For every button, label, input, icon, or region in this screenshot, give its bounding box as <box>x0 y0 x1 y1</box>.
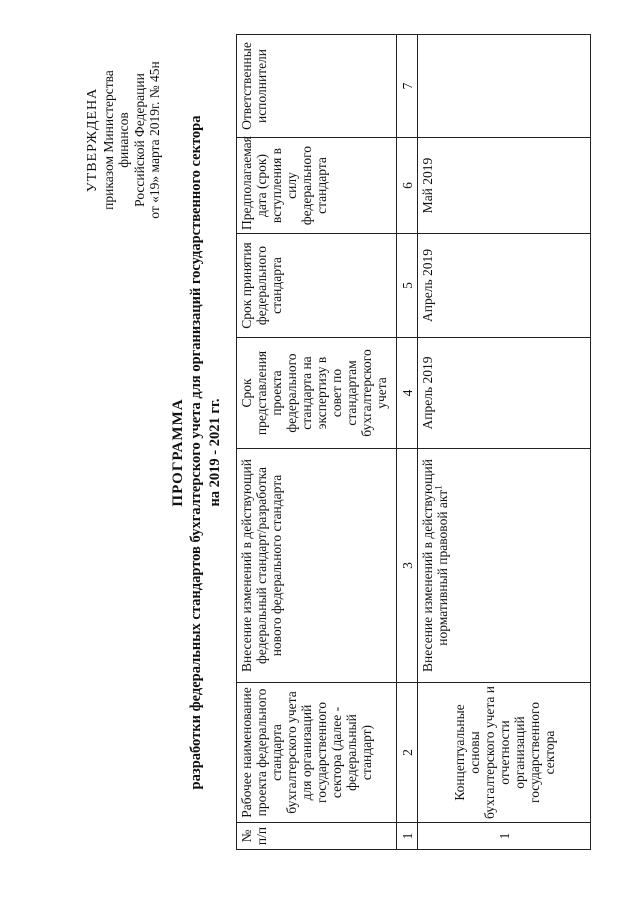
column-number: 3 <box>397 449 418 683</box>
program-table <box>236 34 591 850</box>
footnote-marker: 1 <box>433 485 444 490</box>
document-subtitle: разработки федеральных стандартов бухгалтерского учета для организаций государственного сектора <box>188 115 204 790</box>
header-cell: Срок представления проекта федерального стандарта на экспертизу в совет по стандартам бухгалтерского учета <box>237 338 397 449</box>
approval-stamp <box>85 25 163 255</box>
document-period: на 2019 - 2021 гг. <box>207 398 223 507</box>
header-cell: Срок принятия федерального стандарта <box>237 234 397 338</box>
approval-heading: УТВЕРЖДЕНА <box>85 87 100 193</box>
column-number: 4 <box>397 338 418 449</box>
row-number: 1 <box>418 823 591 850</box>
header-cell: Предполагаемая дата (срок) вступления в силу федерального стандарта <box>237 138 397 234</box>
change-type: Внесение изменений в действующий нормативный правовой акт$^1$ <box>418 449 591 683</box>
header-cell: Внесение изменений в действующий федеральный стандарт/разработка нового федерального стандарта <box>237 449 397 683</box>
approval-line: приказом Министерства <box>100 70 116 210</box>
header-cell: Ответственные исполнители <box>237 35 397 138</box>
expertise-date: Апрель 2019 <box>418 338 591 449</box>
table-row <box>418 35 591 850</box>
responsible <box>418 35 591 138</box>
effective-date: Май 2019 <box>418 138 591 234</box>
header-cell: Рабочее наименование проекта федерального стандарта бухгалтерского учета для организаций государственного сектора (далее - федеральный стандарт) <box>237 683 397 823</box>
approval-line: от «19» марта 2019г. № 45н <box>147 61 162 219</box>
header-cell: № п/п <box>237 823 397 850</box>
column-number: 5 <box>397 234 418 338</box>
adoption-date: Апрель 2019 <box>418 234 591 338</box>
column-number-row <box>397 35 418 850</box>
column-number: 2 <box>397 683 418 823</box>
approval-line: финансов <box>116 112 131 168</box>
column-number: 1 <box>397 823 418 850</box>
column-number: 7 <box>397 35 418 138</box>
column-number: 6 <box>397 138 418 234</box>
table-header-row <box>237 35 397 850</box>
document-title: ПРОГРАММА <box>170 398 186 507</box>
approval-line: Российской Федерации <box>131 73 147 207</box>
standard-name: Концептуальные основы бухгалтерского учета и отчетности организаций государственного сектора <box>418 683 591 823</box>
